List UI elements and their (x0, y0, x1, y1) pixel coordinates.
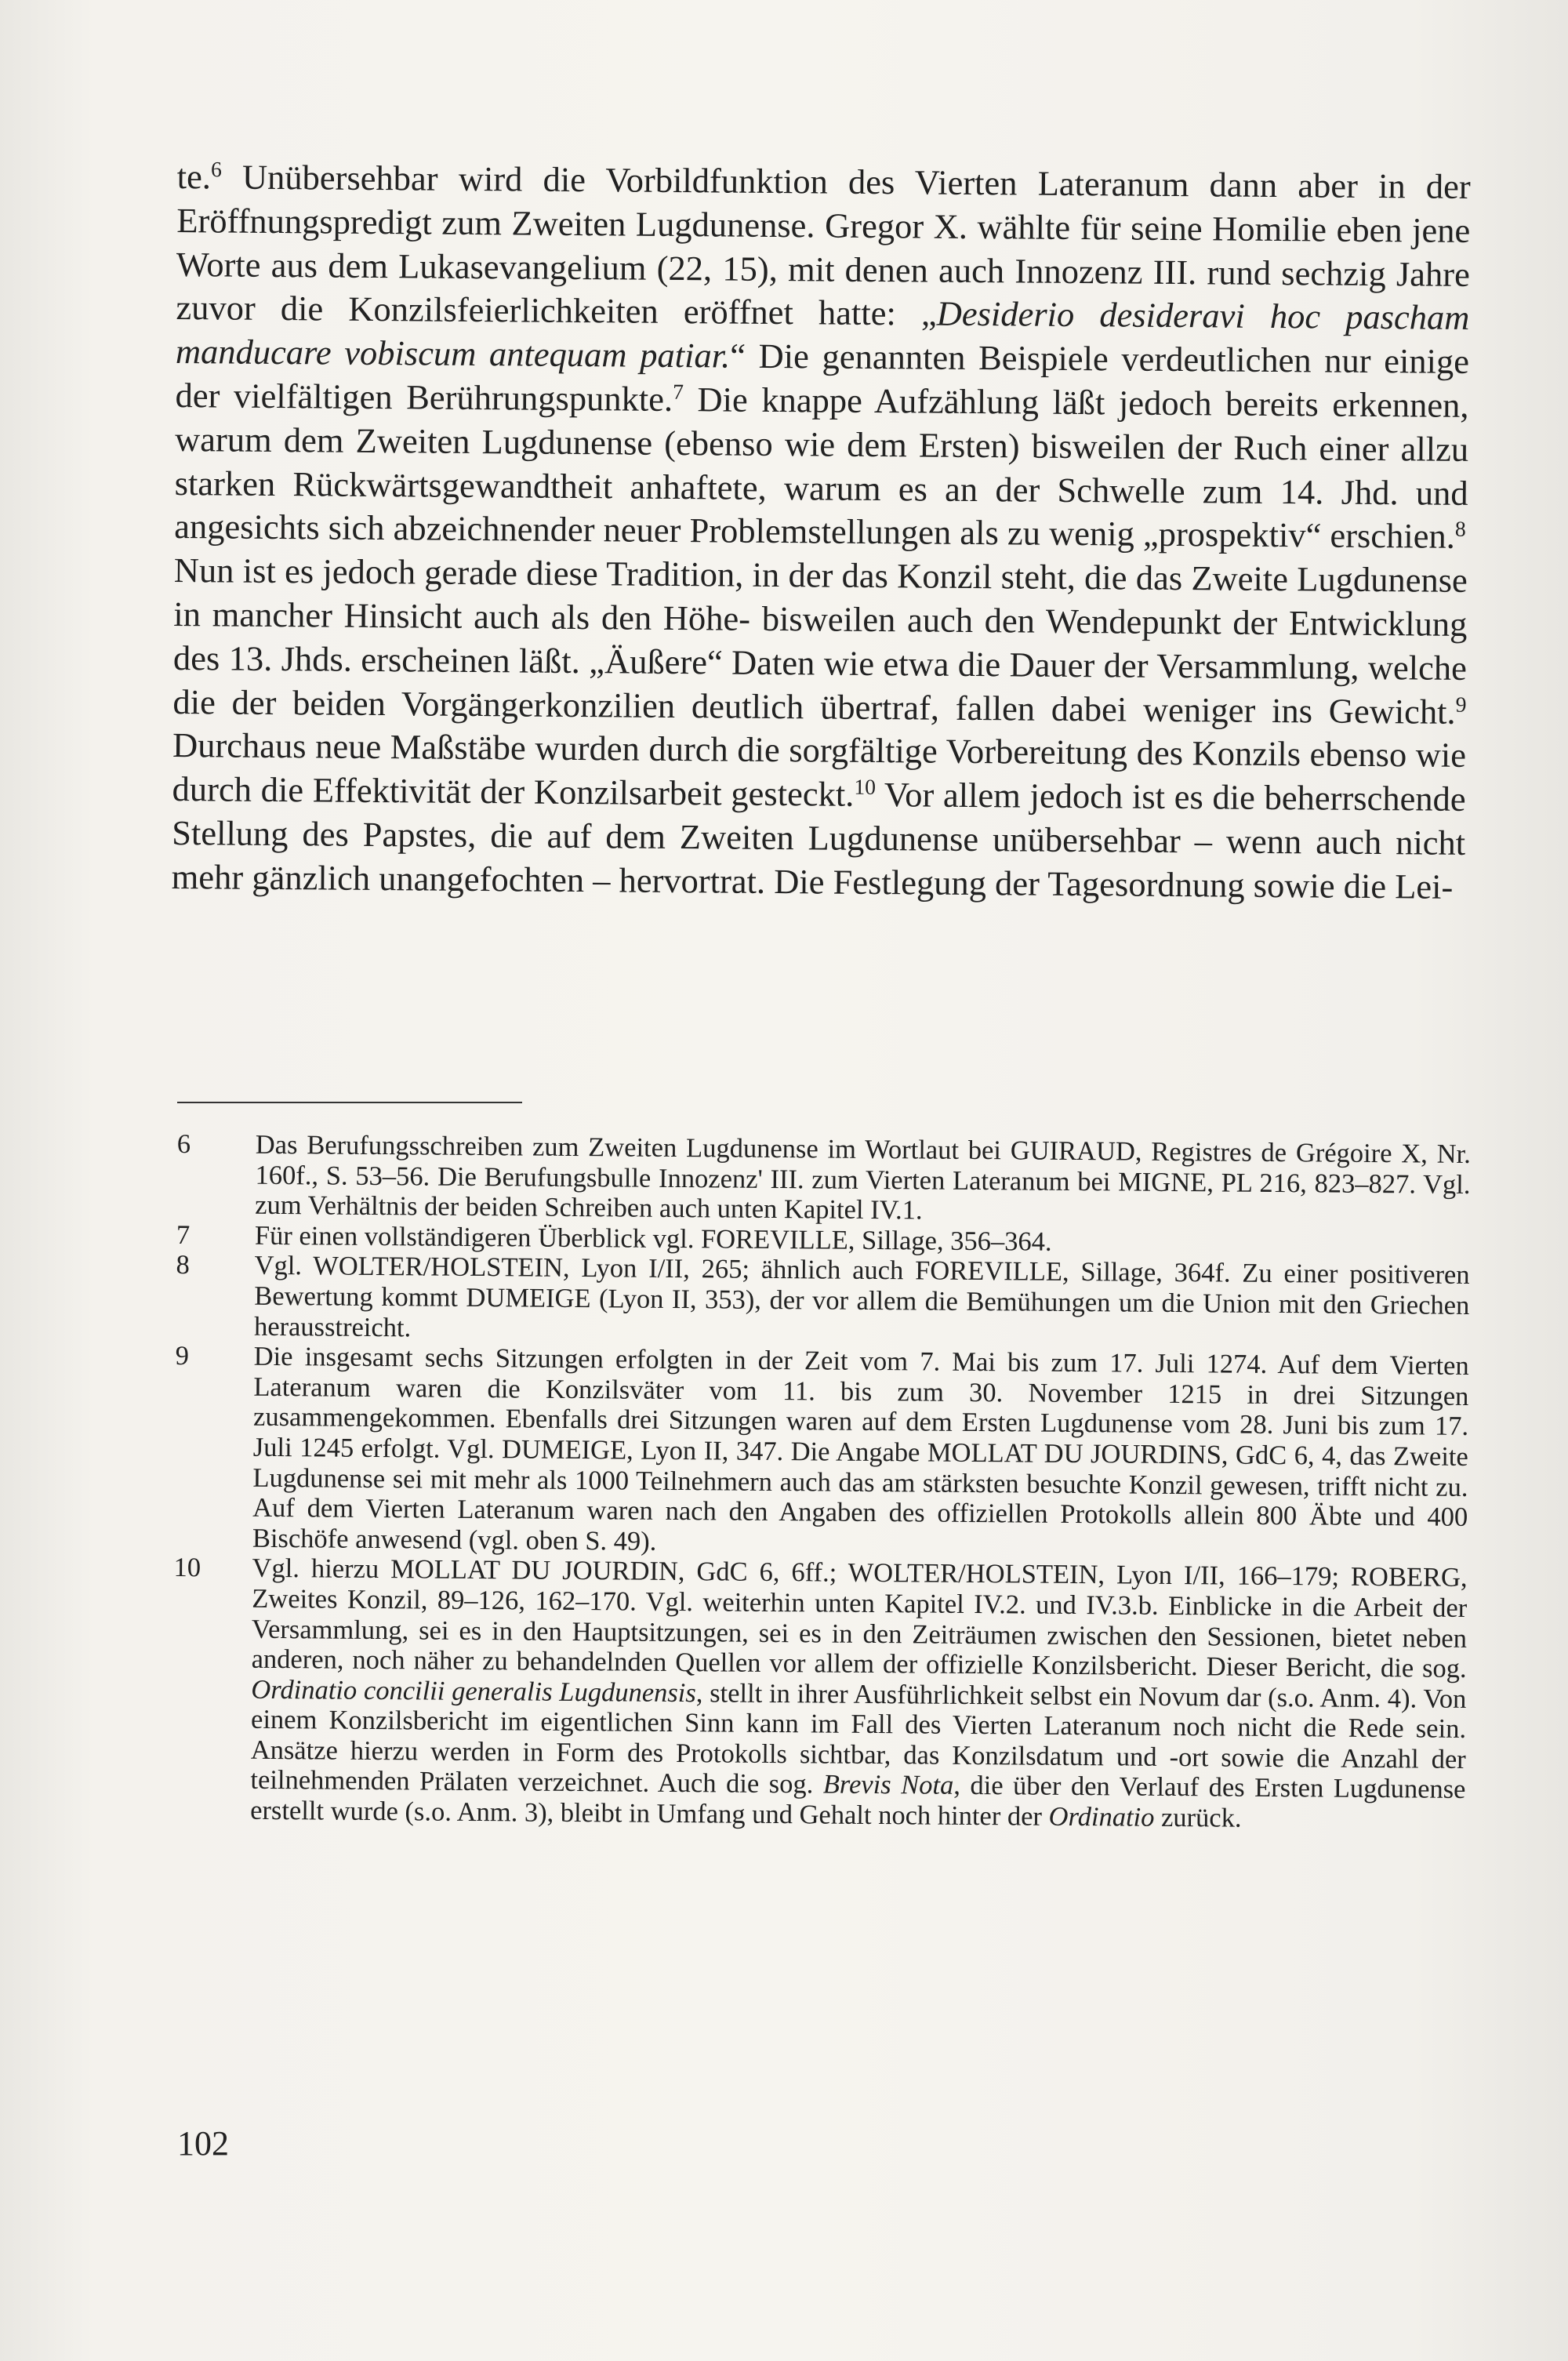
footnote-text: Das Berufungsschreiben zum Zweiten Lugdunense im Wortlaut bei GUIRAUD, Registres de Grégoire X, Nr. 160f., S. 53–56. Die Berufungsbulle Innozenz' III. zum Vierten Lateranum bei MIGNE, PL 216, 823–827. Vgl. zum Verhältnis der beiden Schreiben auch unten Kapitel IV.1. (255, 1129, 1471, 1226)
main-text (172, 155, 1471, 909)
footnote-ref-8: 8 (1454, 517, 1466, 542)
text-run: Durchaus neue Maßstäbe wurden durch die sorgfältige Vorbereitung des Konzils ebenso wie durch die Effektivität der Konzilsarbeit gesteckt. (172, 725, 1467, 814)
italic-title: Brevis Nota (822, 1769, 954, 1801)
paragraph-1 (174, 155, 1471, 559)
page-number: 102 (177, 2124, 229, 2163)
italic-title: Ordinatio concilii generalis Lugdunensis (251, 1674, 696, 1708)
footnote-10 (172, 1553, 1468, 1835)
text-run: Nun ist es jedoch gerade diese Tradition, in der das Konzil steht, die das Zweite Lugdunense in mancher Hinsicht auch als den Höhe- bisweilen auch den Wendepunkt der Entwicklung des 13. Jhds. erscheinen läßt. „Äußere“ Daten wie etwa die Dauer der Versammlung, welche die der beiden Vorgängerkonzilien deutlich übertraf, fallen dabei weniger ins Gewicht. (172, 550, 1468, 732)
footnote-text (250, 1553, 1468, 1836)
footnotes (172, 1129, 1471, 1836)
footnote-ref-7: 7 (673, 379, 684, 404)
text-run: , stellt in ihrer Ausführlichkeit selbst ein Novum dar (s.o. Anm. 4). Von einem Konzilsbericht im eigentlichen Sinn kann im Fall des Vierten Lateranum noch nicht die Rede sein. Ansätze hierzu werden in Form des Protokolls sichtbar, das Konzilsdatum und -ort sowie die Anzahl der teilnehmenden Prälaten verzeichnet. Auch die sog. (250, 1677, 1467, 1800)
text-run: Vor allem jedoch ist es die beherrschende Stellung des Papstes, die auf dem Zweiten Lugdunense unübersehbar – wenn auch nicht mehr gänzlich unangefochten – hervortrat. Die Festlegung der Tagesordnung sowie die Lei- (171, 775, 1466, 906)
text-run: te. (176, 156, 212, 197)
footnote-number: 8 (176, 1250, 191, 1280)
footnote-ref-10: 10 (854, 774, 877, 800)
text-run: “ Die genannten Beispiele verdeutlichen nur einige der vielfältigen Berührungspunkte. (175, 336, 1470, 419)
text-run: Vgl. hierzu MOLLAT DU JOURDIN, GdC 6, 6ff.; WOLTER/HOLSTEIN, Lyon I/II, 166–179; ROBERG, Zweites Konzil, 89–126, 162–170. Vgl. weiterhin unten Kapitel IV.2. und IV.3.b. Einblicke in die Arbeit der Versammlung, sei es in den Hauptsitzungen, sei es in den Zeiträumen zwischen den Sessionen, bietet neben anderen, noch näher zu behandelnden Quellen vor allem der offizielle Konzilsbericht. Dieser Bericht, die sog. (251, 1553, 1468, 1684)
text-run: Die knappe Aufzählung läßt jedoch bereits erkennen, warum dem Zweiten Lugdunense (ebenso wie dem Ersten) bisweilen der Ruch einer allzu starken Rückwärtsgewandtheit anhaftete, warum es an der Schwelle zum 14. Jhd. und angesichts sich abzeichnender neuer Problemstellungen als zu wenig „prospektiv“ erschien. (174, 380, 1469, 557)
latin-quote: Desiderio desideravi hoc pascham manducare vobiscum antequam patiar. (175, 294, 1470, 376)
text-run: , die über den Verlauf des Ersten Lugdunense erstellt wurde (s.o. Anm. 3), bleibt in Umfang und Gehalt noch hinter der (250, 1771, 1466, 1832)
footnote-number: 6 (176, 1129, 191, 1160)
footnote-6 (176, 1129, 1471, 1230)
footnote-9 (174, 1341, 1469, 1563)
text-run: Unübersehbar wird die Vorbildfunktion des Vierten Lateranum dann aber in der Eröffnungspredigt zum Zweiten Lugdunense. Gregor X. wählte für seine Homilie eben jene Worte aus dem Lukasevangelium (22, 15), mit denen auch Innozenz III. rund sechzig Jahre zuvor die Konzilsfeierlichkeiten eröffnet hatte: „ (176, 157, 1471, 334)
footnote-8 (176, 1250, 1470, 1351)
footnote-number: 10 (173, 1553, 201, 1583)
text-run: zurück. (1154, 1802, 1242, 1833)
footnote-ref-9: 9 (1455, 692, 1467, 717)
footnote-number: 9 (175, 1341, 190, 1371)
footnote-text: Die insgesamt sechs Sitzungen erfolgten in der Zeit vom 7. Mai bis zum 17. Juli 1274. Auf dem Vierten Lateranum waren die Konzilsväter vom 11. bis zum 30. November 1215 in drei Sitzungen zusammengekommen. Ebenfalls drei Sitzungen waren auf dem Ersten Lugdunense vom 28. Juni bis zum 17. Juli 1245 erfolgt. Vgl. DUMEIGE, Lyon II, 347. Die Angabe MOLLAT DU JOURDINS, GdC 6, 4, das Zweite Lugdunense sei mit mehr als 1000 Teilnehmern auch das am stärksten besuchte Konzil gewesen, trifft nicht zu. Auf dem Vierten Lateranum waren nach den Angaben des offiziellen Protokolls allein 800 Äbte und 400 Bischöfe anwesend (vgl. oben S. 49). (252, 1341, 1469, 1556)
footnote-text: Vgl. WOLTER/HOLSTEIN, Lyon I/II, 265; ähnlich auch FOREVILLE, Sillage, 364f. Zu einer positiveren Bewertung kommt DUMEIGE (Lyon II, 353), der vor allem die Bemühungen um die Union mit den Griechen herausstreicht. (253, 1251, 1470, 1342)
footnote-separator (177, 1102, 522, 1103)
paragraph-2 (172, 549, 1468, 909)
footnote-ref-6: 6 (210, 157, 223, 182)
footnote-number: 7 (176, 1219, 191, 1250)
footnote-text: Für einen vollständigeren Überblick vgl. FOREVILLE, Sillage, 356–364. (254, 1220, 1052, 1257)
italic-title: Ordinatio (1048, 1801, 1155, 1832)
